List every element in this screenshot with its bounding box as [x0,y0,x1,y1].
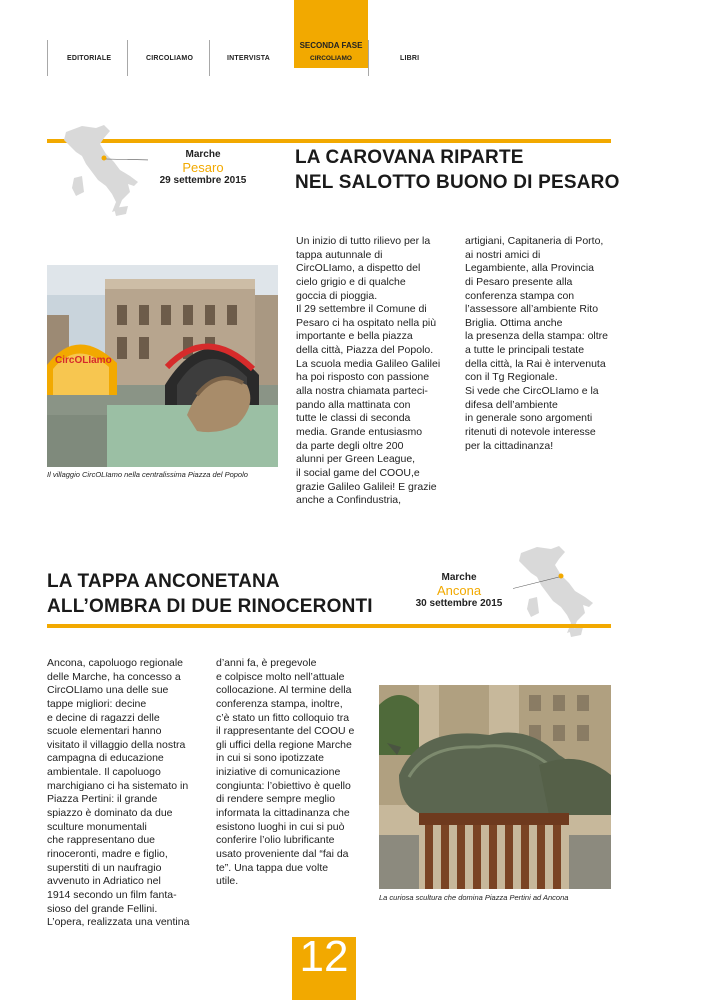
text-line: ha poi risposto con passione [296,371,430,384]
article-column [216,657,376,889]
text-line: il social game del COOU,e [296,466,420,479]
text-line: difesa dell’ambiente [465,398,558,411]
text-line: superstiti di un naufragio [47,861,162,874]
italy-map-icon [58,122,148,222]
text-line: per la cittadinanza! [465,439,554,452]
text-line: Ancona, capoluogo regionale [47,657,184,669]
text-line: ritenuti di notevole interesse [465,425,596,438]
text-line: visitato il villaggio della nostra [47,738,186,751]
text-line: di Pesaro presente alla [465,275,573,288]
text-line: cielo grigio e di qualche [296,275,406,288]
location-date: 29 settembre 2015 [159,175,247,187]
section-rule [47,624,611,628]
text-line: conferenza stampa con [465,289,575,302]
text-line: a tutte le principali testate [465,344,585,357]
ancona-rhino-sculpture-photo [379,685,611,889]
text-line: marchigiano ci ha sistemato in [47,779,189,792]
text-line: sculture monumentali [47,820,147,833]
text-line: che rappresentano due [47,834,155,847]
text-line: e decine di ragazzi delle [47,711,160,724]
text-line: conferire l’olio lubrificante [216,834,335,847]
text-line: spiazzo è dominato da due [47,807,173,820]
nav-item-circoliamo[interactable]: CIRCOLIAMO [146,55,194,62]
article-column [465,235,625,453]
nav-item-editoriale[interactable]: EDITORIALE [67,55,112,62]
text-line: anche a Confindustria, [296,494,402,507]
headline-line: LA CAROVANA RIPARTE [295,147,524,168]
text-line: c’è stato un fitto colloquio tra [216,711,350,724]
location-block [150,149,256,187]
text-line: collocazione. Al termine della [216,684,352,697]
text-line: alunni per Green League, [296,453,416,466]
nav-item-libri[interactable]: LIBRI [400,55,420,62]
text-line: La scuola media Galileo Galilei [296,357,441,370]
text-line: di rendere sempre meglio [216,793,336,806]
nav-active-subtitle: CIRCOLIAMO [310,55,352,62]
nav-divider [209,40,210,76]
text-line: il rappresentante del COOU e [216,725,355,738]
text-line: e colpisce molto nell’attuale [216,670,345,683]
text-line: in cui si sono ipotizzate [216,752,324,765]
text-line: Briglia. Ottima anche [465,316,563,329]
text-line: L’opera, realizzata una ventina [47,916,190,929]
article-headline [295,146,620,195]
text-line: con il Tg Regionale. [465,371,558,384]
text-line: da parte degli oltre 200 [296,439,404,452]
photo-caption: Il villaggio CircOLIamo nella centralissima Piazza del Popolo [47,470,248,479]
text-line: Un inizio di tutto rilievo per la [296,235,431,247]
article-headline [47,570,373,619]
text-line: la presenza della stampa: oltre [465,330,608,343]
text-line: sioso del grande Fellini. [47,902,158,915]
location-region: Marche [441,572,477,583]
text-line: utile. [216,875,239,888]
text-line: l’assessore all’ambiente Rito [465,303,599,316]
text-line: d’anni fa, è pregevole [216,657,317,669]
text-line: Pesaro ci ha ospitato nella più [296,316,437,329]
page-number: 12 [299,932,349,981]
text-line: delle Marche, ha concesso a [47,670,181,683]
headline-line: LA TAPPA ANCONETANA [47,571,280,592]
text-line: importante e bella piazza [296,330,413,343]
text-line: te”. Una tappa due volte [216,861,329,874]
text-line: scuole elementari hanno [47,725,162,738]
text-line: ambientale. Il capoluogo [47,766,161,779]
text-line: tappa autunnale di [296,248,383,261]
text-line: media. Grande entusiasmo [296,425,423,438]
location-city: Ancona [436,582,482,598]
nav-item-intervista[interactable]: INTERVISTA [227,55,270,62]
text-line: tappe migliori: decine [47,697,147,710]
italy-map-icon [513,543,603,643]
location-date: 30 settembre 2015 [415,598,503,610]
text-line: artigiani, Capitaneria di Porto, [465,235,604,247]
headline-line: NEL SALOTTO BUONO DI PESARO [295,171,620,193]
text-line: CircOLIamo, a dispetto del [296,262,421,275]
text-line: iniziative di comunicazione [216,766,341,779]
nav-item-seconda-fase[interactable] [294,0,368,68]
text-line: della città, la Rai è intervenuta [465,357,606,370]
text-line: alla nostra chiamata parteci- [296,385,428,398]
text-line: usato proveniente dal “fai da [216,847,349,860]
text-line: conferenza stampa, inoltre, [216,697,343,710]
nav-active-title: SECONDA FASE [299,41,363,50]
text-line: ai nostri amici di [465,248,541,261]
text-line: rinoceronti, madre e figlio, [47,847,168,860]
article-column [296,235,456,508]
location-region: Marche [185,149,221,160]
text-line: informata la cittadinanza che [216,807,350,820]
nav-divider [368,40,369,76]
location-city: Pesaro [182,159,224,175]
location-block [404,572,514,610]
text-line: 1914 secondo un film fanta- [47,888,177,901]
text-line: congiunta: l’obiettivo è quello [216,779,351,792]
text-line: Il 29 settembre il Comune di [296,303,427,316]
text-line: in generale sono argomenti [465,412,593,425]
photo-caption: La curiosa scultura che domina Piazza Pertini ad Ancona [379,893,569,902]
text-line: CircOLIamo una delle sue [47,684,169,697]
text-line: della città, Piazza del Popolo. [296,344,434,357]
nav-divider [127,40,128,76]
text-line: Si vede che CircOLIamo e la [465,385,599,398]
text-line: pando alla mattinata con [296,398,411,411]
text-line: goccia di pioggia. [296,289,378,302]
headline-line: ALL’OMBRA DI DUE RINOCERONTI [47,595,373,617]
nav-divider [47,40,48,76]
top-navigation [47,0,657,78]
text-line: grazie Galileo Galilei! E grazie [296,480,437,493]
text-line: tutte le classi di seconda [296,412,411,425]
text-line: Legambiente, alla Provincia [465,262,594,275]
text-line: campagna di educazione [47,752,164,765]
article-column [47,657,212,930]
text-line: gli uffici della regione Marche [216,738,352,751]
photo-banner-text: CircOLIamo [55,355,112,366]
text-line: Piazza Pertini: il grande [47,793,158,806]
text-line: esistono luoghi in cui si può [216,820,345,833]
pesaro-piazza-photo [47,265,278,467]
text-line: avvenuto in Adriatico nel [47,875,161,888]
